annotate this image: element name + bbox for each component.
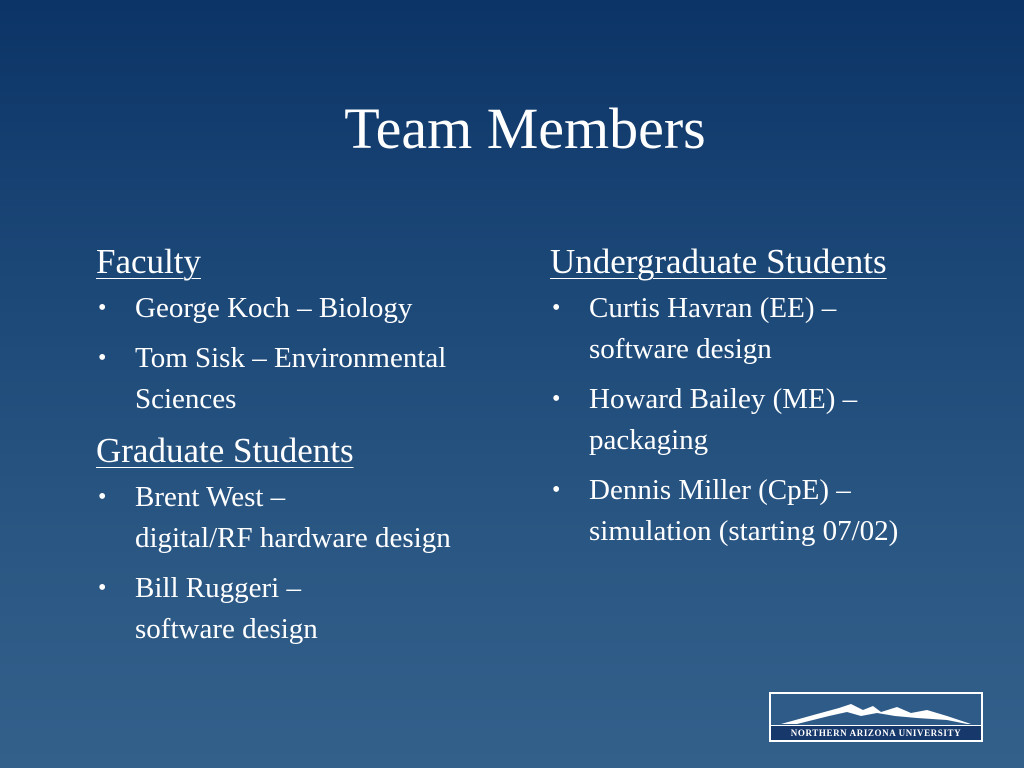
bullet-icon: • bbox=[98, 345, 107, 371]
bullet-icon: • bbox=[98, 484, 107, 510]
bullet-icon: • bbox=[552, 477, 561, 503]
bullet-icon: • bbox=[98, 575, 107, 601]
list-item bbox=[550, 288, 970, 370]
university-logo bbox=[769, 692, 983, 742]
list-item bbox=[96, 338, 516, 420]
list-item-text: Brent West – digital/RF hardware design bbox=[135, 481, 451, 554]
list-item-text: Curtis Havran (EE) – software design bbox=[589, 292, 837, 365]
undergraduate-section bbox=[550, 240, 970, 552]
slide-title: Team Members bbox=[344, 96, 706, 161]
list-item-text: Dennis Miller (CpE) – simulation (starting 07/02) bbox=[589, 474, 899, 547]
right-column bbox=[550, 240, 970, 561]
faculty-section bbox=[96, 240, 516, 420]
graduate-heading: Graduate Students bbox=[96, 431, 354, 470]
list-item-text: Tom Sisk – Environmental Sciences bbox=[135, 342, 447, 415]
list-item bbox=[96, 477, 516, 559]
left-column bbox=[96, 240, 516, 659]
bullet-icon: • bbox=[552, 295, 561, 321]
bullet-icon: • bbox=[552, 386, 561, 412]
logo-text: NORTHERN ARIZONA UNIVERSITY bbox=[771, 725, 981, 740]
list-item bbox=[550, 379, 970, 461]
list-item-text: Howard Bailey (ME) – packaging bbox=[589, 383, 858, 456]
list-item bbox=[550, 470, 970, 552]
faculty-list bbox=[96, 288, 516, 420]
list-item-text: George Koch – Biology bbox=[135, 292, 413, 324]
mountain-icon bbox=[777, 698, 975, 726]
graduate-section bbox=[96, 429, 516, 650]
graduate-list bbox=[96, 477, 516, 650]
undergraduate-heading: Undergraduate Students bbox=[550, 242, 887, 281]
list-item bbox=[96, 288, 516, 329]
bullet-icon: • bbox=[98, 295, 107, 321]
list-item-text: Bill Ruggeri – software design bbox=[135, 572, 318, 645]
list-item bbox=[96, 568, 516, 650]
undergraduate-list bbox=[550, 288, 970, 552]
faculty-heading: Faculty bbox=[96, 242, 201, 281]
